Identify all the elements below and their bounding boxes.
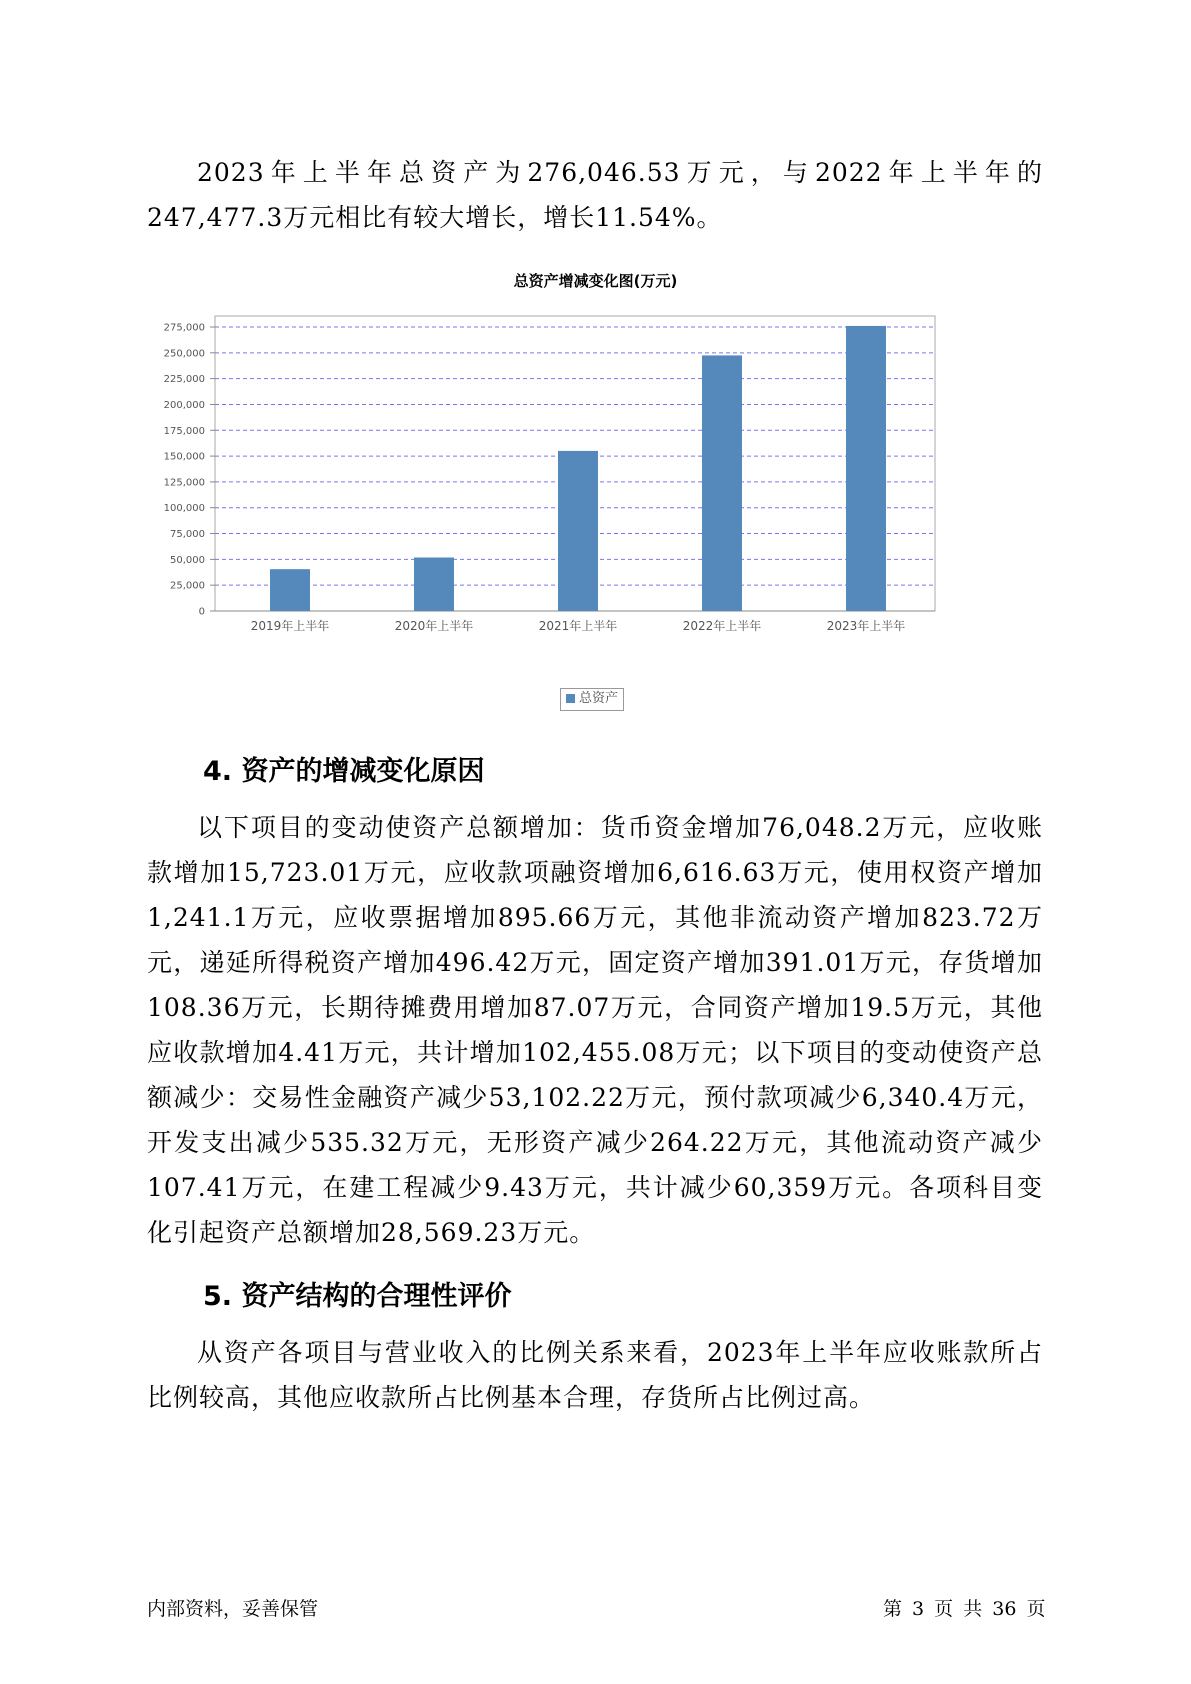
y-tick-label: 125,000 [163,477,205,489]
bar-2 [414,558,454,611]
evaluation-paragraph: 从资产各项目与营业收入的比例关系来看，2023年上半年应收账款所占比例较高，其他应收款所占比例基本合理，存货所占比例过高。 [147,1338,1043,1412]
reasons-paragraph: 以下项目的变动使资产总额增加：货币资金增加76,048.2万元，应收账款增加15,723.01万元，应收款项融资增加6,616.63万元，使用权资产增加1,241.1万元，应收票据增加895.66万元，其他非流动资产增加823.72万元，递延所得税资产增加496.42万元，固定资产增加391.01万元，存货增加108.36万元，长期待摊费用增加87.07万元，合同资产增加19.5万元，其他应收款增加4.41万元，共计增加102,455.08万元；以下项目的变动使资产总额减少：交易性金融资产减少53,102.22万元，预付款项减少6,340.4万元，开发支出减少535.32万元，无形资产减少264.22万元，其他流动资产减少107.41万元，在建工程减少9.43万元，共计减少60,359万元。各项科目变化引起资产总额增加28,569.23万元。 [147,813,1043,1247]
x-category-label: 2019年上半年 [250,619,330,633]
section-heading-5: 5. 资产结构的合理性评价 [203,1281,512,1312]
footer-page-number: 第 3 页 共 36 页 [883,1598,1046,1620]
footer-confidential-note: 内部资料，妥善保管 [147,1598,319,1620]
legend-swatch [566,694,575,703]
y-tick-label: 250,000 [163,348,205,360]
legend-label: 总资产 [579,691,619,706]
y-tick-label: 25,000 [170,580,205,592]
bar-4 [702,355,742,611]
total-assets-bar-chart [150,300,950,633]
y-tick-label: 175,000 [163,425,205,437]
chart-legend [560,688,624,711]
y-tick-label: 275,000 [163,322,205,334]
x-category-label: 2020年上半年 [394,619,474,633]
section-heading-4: 4. 资产的增减变化原因 [203,756,485,787]
y-tick-label: 50,000 [170,554,205,566]
y-tick-label: 100,000 [163,503,205,515]
x-category-label: 2023年上半年 [826,619,906,633]
bar-5 [846,326,886,611]
x-category-label: 2022年上半年 [682,619,762,633]
y-tick-label: 0 [198,606,205,618]
chart-title: 总资产增减变化图(万元) [513,272,678,290]
summary-paragraph: 2023年上半年总资产为276,046.53万元，与2022年上半年的247,477.3万元相比有较大增长，增长11.54%。 [147,158,1043,232]
bar-1 [270,569,310,611]
bar-3 [558,451,598,611]
y-tick-label: 200,000 [163,399,205,411]
y-tick-label: 75,000 [170,529,205,541]
y-tick-label: 225,000 [163,374,205,386]
x-category-label: 2021年上半年 [538,619,618,633]
y-tick-label: 150,000 [163,451,205,463]
